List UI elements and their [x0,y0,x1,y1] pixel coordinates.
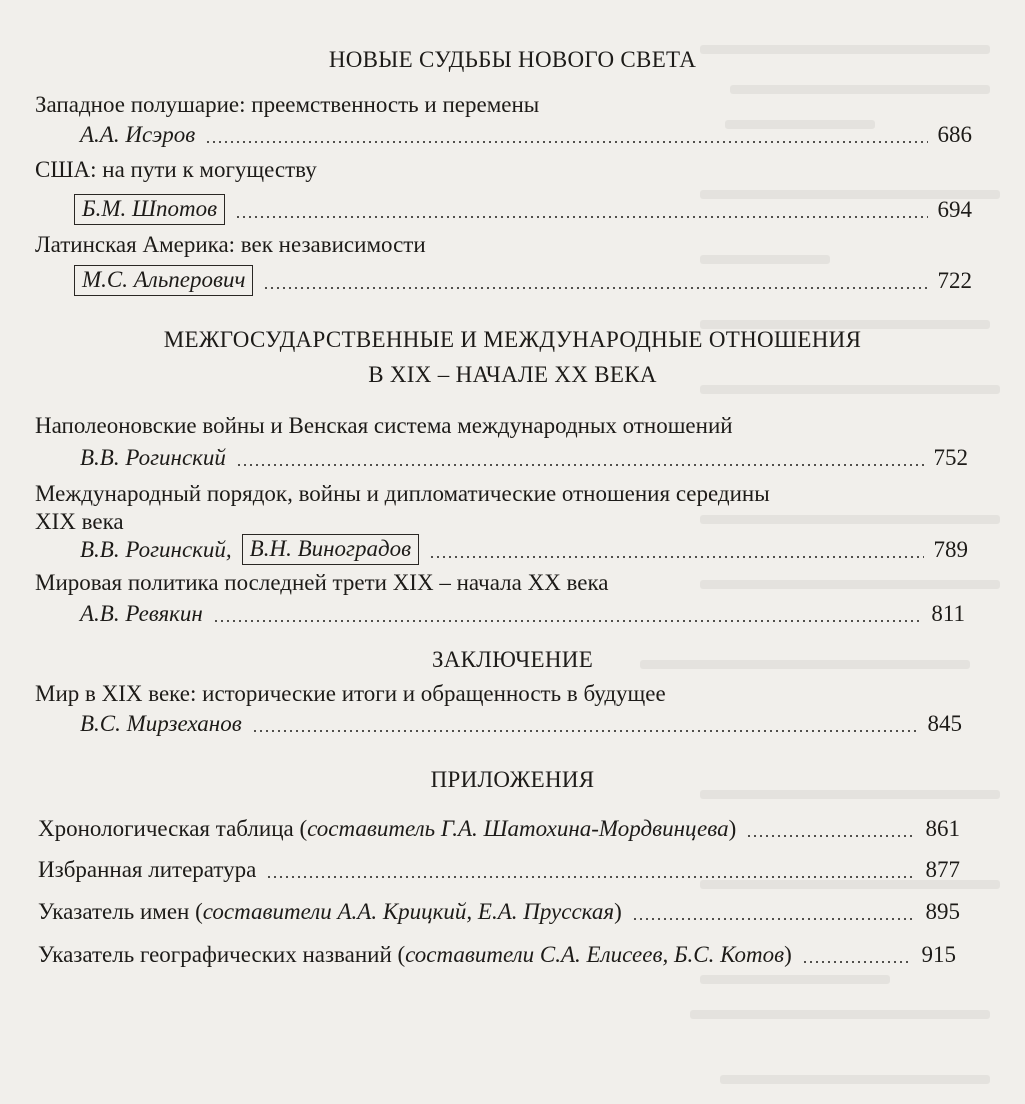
toc-entry-row[interactable] [38,853,960,885]
dot-leader [213,620,922,622]
entry-author-boxed: В.Н. Виноградов [242,534,419,565]
page-number: 845 [927,711,962,736]
toc-entry-row[interactable] [74,264,972,296]
page-number: 895 [925,899,960,924]
toc-entry-row[interactable] [38,938,956,970]
toc-entry-row[interactable] [74,193,972,225]
dot-leader [429,556,923,558]
dot-leader [236,464,924,466]
dot-leader [632,918,916,920]
section-heading: НОВЫЕ СУДЬБЫ НОВОГО СВЕТА [328,47,697,72]
page-number: 861 [925,816,960,841]
entry-title: Западное полушарие: преемственность и перемены [35,92,540,117]
entry-title: Латинская Америка: век независимости [35,232,426,257]
entry-author: В.В. Рогинский, [80,537,232,562]
entry-author: В.С. Мирзеханов [80,711,242,736]
entry-title: Международный порядок, войны и дипломатические отношения середины [35,481,770,506]
section-heading-line2: В XIX – НАЧАЛЕ XX ВЕКА [368,362,657,387]
entry-title: США: на пути к могуществу [35,157,317,182]
dot-leader [802,961,912,963]
entry-title: Хронологическая таблица (составитель Г.А. Шатохина-Мордвинцева) [38,816,737,841]
page-number: 877 [925,857,960,882]
dot-leader [252,730,918,732]
dot-leader [746,835,915,837]
entry-title: Указатель географических названий (составители С.А. Елисеев, Б.С. Котов) [38,942,792,967]
entry-title: Наполеоновские войны и Венская система международных отношений [35,413,733,438]
page-number: 722 [937,268,972,293]
entry-title: Указатель имен (составители А.А. Крицкий, Е.А. Прусская) [38,899,622,924]
entry-title-line2: XIX века [35,509,124,534]
page-number: 694 [937,197,972,222]
page-number: 686 [937,122,972,147]
toc-entry-row[interactable] [80,533,968,565]
section-heading: ЗАКЛЮЧЕНИЕ [431,647,594,672]
toc-entry-row[interactable] [80,118,972,150]
entry-author: А.А. Исэров [80,122,196,147]
toc-entry-row[interactable] [80,707,962,739]
toc-entry-row[interactable] [80,441,968,473]
entry-author: А.В. Ревякин [80,601,203,626]
entry-author-boxed: Б.М. Шпотов [74,194,225,225]
page-number: 811 [931,601,965,626]
toc-entry-row[interactable] [38,812,960,844]
dot-leader [266,876,915,878]
dot-leader [235,216,927,218]
entry-title: Мировая политика последней трети XIX – начала XX века [35,570,609,595]
section-heading: ПРИЛОЖЕНИЯ [430,767,595,792]
dot-leader [263,287,927,289]
entry-author-boxed: М.С. Альперович [74,265,253,296]
page-number: 789 [933,537,968,562]
toc-entry-row[interactable] [38,895,960,927]
page-number: 915 [921,942,956,967]
dot-leader [205,141,927,143]
page-number: 752 [933,445,968,470]
section-heading: МЕЖГОСУДАРСТВЕННЫЕ И МЕЖДУНАРОДНЫЕ ОТНОШЕНИЯ [163,327,862,352]
entry-title: Мир в XIX веке: исторические итоги и обращенность в будущее [35,681,666,706]
entry-title: Избранная литература [38,857,257,882]
toc-entry-row[interactable] [80,597,965,629]
entry-author: В.В. Рогинский [80,445,226,470]
